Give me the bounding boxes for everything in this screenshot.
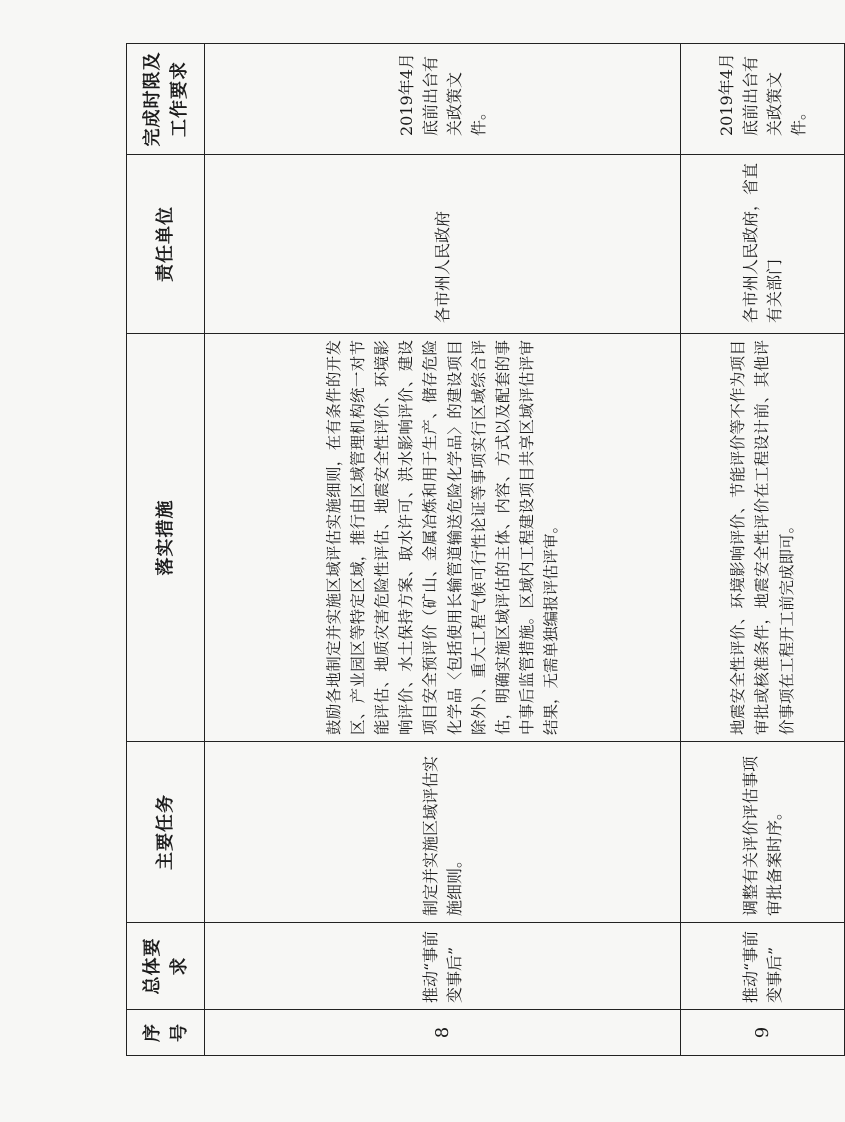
row-index: 8	[205, 1010, 681, 1056]
row-index: 9	[681, 1010, 845, 1056]
row-requirement	[681, 923, 845, 1010]
row-unit: 各市州人民政府，省直有关部门	[681, 155, 845, 334]
header-deadline: 完成时限及工作要求	[127, 44, 205, 155]
table-row	[681, 44, 845, 1056]
task-table	[126, 43, 845, 1056]
table-row	[205, 44, 681, 1056]
header-requirement: 总体要求	[127, 923, 205, 1010]
header-task: 主要任务	[127, 742, 205, 923]
header-unit: 责任单位	[127, 155, 205, 334]
row-deadline: 2019年4月底前出台有关政策文件。	[681, 44, 845, 155]
header-index: 序号	[127, 1010, 205, 1056]
table-header-row	[127, 44, 205, 1056]
row-requirement	[205, 923, 681, 1010]
row-task: 调整有关评价评估事项审批备案时序。	[681, 742, 845, 923]
row-task: 制定并实施区域评估实施细则。	[205, 742, 681, 923]
requirement-text: 推动“事前变事后”	[740, 930, 784, 1003]
rotated-table-wrapper	[126, 44, 844, 1056]
row-deadline: 2019年4月底前出台有关政策文件。	[205, 44, 681, 155]
header-measure: 落实措施	[127, 334, 205, 742]
row-unit: 各市州人民政府	[205, 155, 681, 334]
row-measure: 鼓励各地制定并实施区域评估实施细则，在有条件的开发区、产业园区等特定区域，推行由区域管理机构统一对节能评估、地质灾害危险性评估、地震安全性评价、环境影响评价、水土保持方案、取水许可、洪水影响评价、建设项目安全预评价（矿山、金属冶炼和用于生产、储存危险化学品〈包括使用长输管道输送危险化学品〉的建设项目除外）、重大工程气候可行性论证等事项实行区域综合评估，明确实施区域评估的主体、内容、方式以及配套的事中事后监管措施。区域内工程建设项目共享区域评估评审结果，无需单独编报评估评审。	[205, 334, 681, 742]
requirement-text: 推动“事前变事后”	[420, 930, 464, 1003]
row-measure: 地震安全性评价、环境影响评价、节能评价等不作为项目审批或核准条件，地震安全性评价在工程设计前、其他评价事项在工程开工前完成即可。	[681, 334, 845, 742]
